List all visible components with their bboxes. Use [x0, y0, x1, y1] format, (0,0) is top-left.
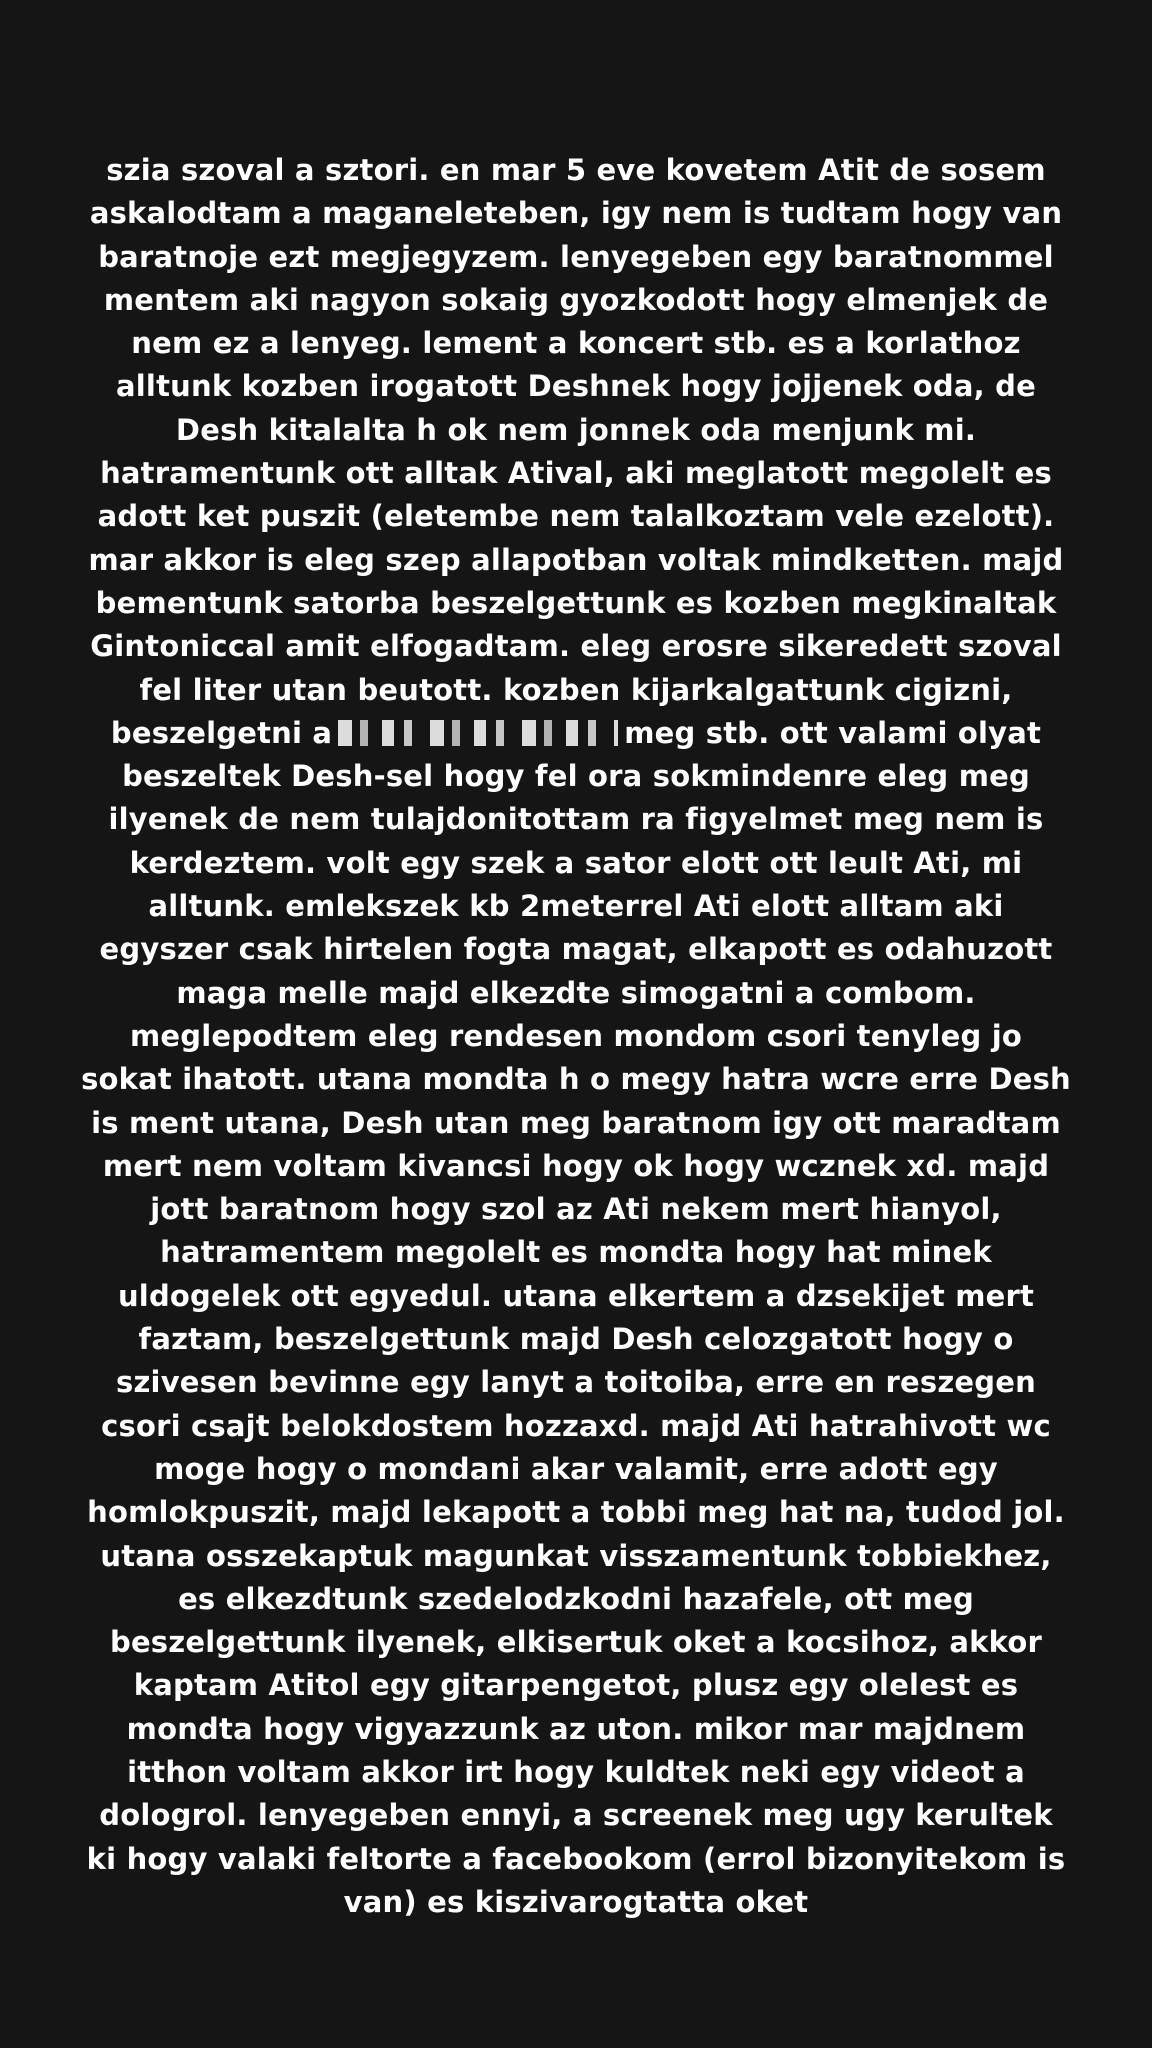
text-line: nem ez a lenyeg. lement a koncert stb. es a korlathoz [131, 326, 1021, 361]
text-line: bementunk satorba beszelgettunk es kozben megkinaltak [95, 585, 1057, 620]
text-line: mar akkor is eleg szep allapotban voltak mindketten. majd [88, 542, 1064, 577]
text-line: szivesen bevinne egy lanyt a toitoiba, erre en reszegen [116, 1365, 1036, 1400]
story-text-block [0, 149, 1152, 1924]
text-line: fel liter utan beutott. kozben kijarkalgattunk cigizni, [139, 672, 1013, 707]
text-line: baratnoje ezt megjegyzem. lenyegeben egy baratnommel [98, 239, 1054, 274]
text-line: homlokpuszit, majd lekapott a tobbi meg hat na, tudod jol. [87, 1495, 1065, 1530]
text-fragment: meg stb. ott valami olyat [624, 715, 1042, 750]
text-line: faztam, beszelgettunk majd Desh celozgatott hogy o [138, 1322, 1014, 1357]
text-line-with-redaction [0, 712, 1152, 755]
text-line: uldogelek ott egyedul. utana elkertem a dzsekijet mert [117, 1278, 1035, 1313]
text-line: szia szoval a sztori. en mar 5 eve kovetem Atit de sosem [106, 153, 1046, 187]
text-line: csori csajt belokdostem hozzaxd. majd Ati hatrahivott wc [101, 1408, 1051, 1443]
text-line: itthon voltam akkor irt hogy kuldtek neki egy videot a [127, 1754, 1025, 1789]
text-line: van) es kiszivarogtatta oket [343, 1884, 809, 1919]
text-line: ilyenek de nem tulajdonitottam ra figyelmet meg nem is [108, 802, 1044, 837]
text-line: beszelgettunk ilyenek, elkisertuk oket a kocsihoz, akkor [109, 1625, 1043, 1660]
text-line: hatramentem megolelt es mondta hogy hat minek [160, 1235, 992, 1270]
text-line: ki hogy valaki feltorte a facebookom (errol bizonyitekom is [86, 1841, 1066, 1876]
text-fragment: beszelgetni a [110, 715, 333, 750]
text-line: askalodtam a maganeleteben, igy nem is tudtam hogy van [89, 196, 1063, 231]
text-line: sokat ihatott. utana mondta h o megy hatra wcre erre Desh [81, 1062, 1071, 1097]
text-line: beszeltek Desh-sel hogy fel ora sokmindenre eleg meg [122, 759, 1030, 794]
text-line: moge hogy o mondani akar valamit, erre adott egy [154, 1451, 998, 1486]
text-line: dologrol. lenyegeben ennyi, a screenek meg ugy kerultek [99, 1798, 1053, 1833]
text-line: alltunk. emlekszek kb 2meterrel Ati elott alltam aki [148, 889, 1004, 924]
text-line: kaptam Atitol egy gitarpengetot, plusz egy olelest es [133, 1668, 1019, 1703]
text-line: Desh kitalalta h ok nem jonnek oda menjunk mi. [175, 412, 977, 447]
text-line: adott ket puszit (eletembe nem talalkoztam vele ezelott). [97, 499, 1055, 534]
redacted-name-blur [338, 720, 618, 746]
text-line: kerdeztem. volt egy szek a sator elott ott leult Ati, mi [129, 845, 1023, 880]
text-line: maga melle majd elkezdte simogatni a combom. [176, 975, 976, 1010]
text-line: hatramentunk ott alltak Atival, aki meglatott megolelt es [100, 456, 1052, 491]
text-line: meglepodtem eleg rendesen mondom csori tenyleg jo [129, 1018, 1023, 1053]
text-line: mentem aki nagyon sokaig gyozkodott hogy elmenjek de [103, 282, 1049, 317]
text-line: egyszer csak hirtelen fogta magat, elkapott es odahuzott [99, 932, 1053, 967]
text-line: alltunk kozben irogatott Deshnek hogy jojjenek oda, de [116, 369, 1036, 404]
text-line: mondta hogy vigyazzunk az uton. mikor mar majdnem [126, 1711, 1026, 1746]
text-line: mert nem voltam kivancsi hogy ok hogy wcznek xd. majd [102, 1148, 1050, 1183]
text-line: jott baratnom hogy szol az Ati nekem mert hianyol, [150, 1192, 1002, 1227]
text-line: Gintoniccal amit elfogadtam. eleg erosre sikeredett szoval [90, 629, 1062, 664]
text-line: utana osszekaptuk magunkat visszamentunk tobbiekhez, [100, 1538, 1052, 1573]
text-line: es elkezdtunk szedelodzkodni hazafele, ott meg [178, 1581, 974, 1616]
text-line: is ment utana, Desh utan meg baratnom igy ott maradtam [91, 1105, 1061, 1140]
